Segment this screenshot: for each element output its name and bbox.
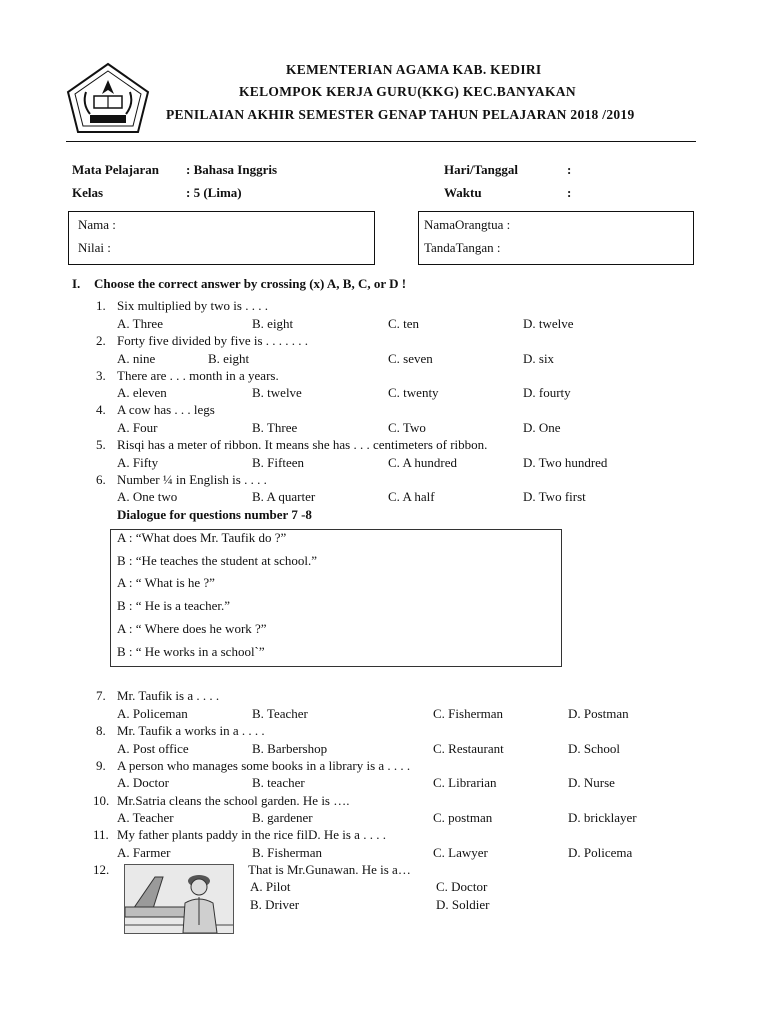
waktu-label: Waktu [444, 185, 482, 200]
q3-option-c: C. twenty [388, 385, 439, 400]
section-number: I. [72, 276, 81, 291]
q10-option-c: C. postman [433, 810, 493, 825]
nama-field: Nama : [78, 217, 116, 232]
q1-option-c: C. ten [388, 316, 420, 331]
q2-option-b: B. eight [208, 351, 250, 366]
q7-number: 7. [96, 688, 106, 703]
q9-option-a: A. Doctor [117, 775, 169, 790]
q6-option-d: D. Two first [523, 489, 586, 504]
q12-option-b: B. Driver [250, 897, 300, 912]
q4-option-b: B. Three [252, 420, 298, 435]
kelas-value: : 5 (Lima) [186, 185, 242, 200]
kelas-label: Kelas [72, 185, 104, 200]
q5-number: 5. [96, 437, 106, 452]
q12-option-c: C. Doctor [436, 879, 488, 894]
q10-number: 10. [93, 793, 110, 808]
emblem-icon [64, 62, 152, 134]
waktu-value: : [567, 185, 572, 200]
q1-option-b: B. eight [252, 316, 294, 331]
dialogue-line-2: B : “He teaches the student at school.” [117, 553, 317, 568]
q6-number: 6. [96, 472, 106, 487]
q7-option-d: D. Postman [568, 706, 629, 721]
q8-option-c: C. Restaurant [433, 741, 504, 756]
q11-option-c: C. Lawyer [433, 845, 488, 860]
q10-option-b: B. gardener [252, 810, 313, 825]
q8-number: 8. [96, 723, 106, 738]
q8-option-d: D. School [568, 741, 620, 756]
q9-number: 9. [96, 758, 106, 773]
dialogue-line-5: A : “ Where does he work ?” [117, 621, 267, 636]
q5-option-d: D. Two hundred [523, 455, 608, 470]
q11-number: 11. [93, 827, 109, 842]
mapel-value: : Bahasa Inggris [186, 162, 278, 177]
q11-option-d: D. Policema [568, 845, 633, 860]
q1-option-d: D. twelve [523, 316, 574, 331]
q9-option-d: D. Nurse [568, 775, 615, 790]
q7-option-c: C. Fisherman [433, 706, 504, 721]
q3-option-d: D. fourty [523, 385, 571, 400]
q3-number: 3. [96, 368, 106, 383]
q7-text: Mr. Taufik is a . . . . [117, 688, 220, 703]
mapel-label: Mata Pelajaran [72, 162, 160, 177]
dialogue-line-3: A : “ What is he ?” [117, 575, 215, 590]
pilot-icon [125, 865, 233, 933]
q12-number: 12. [93, 862, 110, 877]
header-line-2: KELOMPOK KERJA GURU(KKG) KEC.BANYAKAN [239, 84, 576, 99]
q3-text: There are . . . month in a years. [117, 368, 279, 383]
q12-option-a: A. Pilot [250, 879, 291, 894]
q2-option-c: C. seven [388, 351, 433, 366]
q9-option-b: B. teacher [252, 775, 305, 790]
q9-option-c: C. Librarian [433, 775, 497, 790]
q6-option-b: B. A quarter [252, 489, 316, 504]
q10-option-a: A. Teacher [117, 810, 174, 825]
q8-option-b: B. Barbershop [252, 741, 328, 756]
q5-option-a: A. Fifty [117, 455, 159, 470]
q2-text: Forty five divided by five is . . . . . . . [117, 333, 309, 348]
q10-option-d: D. bricklayer [568, 810, 637, 825]
q8-text: Mr. Taufik a works in a . . . . [117, 723, 265, 738]
q4-option-a: A. Four [117, 420, 158, 435]
header-line-3: PENILAIAN AKHIR SEMESTER GENAP TAHUN PELAJARAN 2018 /2019 [166, 107, 635, 122]
q9-text: A person who manages some books in a library is a . . . . [117, 758, 411, 773]
q7-option-a: A. Policeman [117, 706, 188, 721]
q6-text: Number ¼ in English is . . . . [117, 472, 267, 487]
q1-option-a: A. Three [117, 316, 163, 331]
q4-option-c: C. Two [388, 420, 426, 435]
hari-label: Hari/Tanggal [444, 162, 518, 177]
dialogue-line-6: B : “ He works in a school`” [117, 644, 265, 659]
section-instruction: Choose the correct answer by crossing (x) A, B, C, or D ! [94, 276, 407, 291]
q12-text: That is Mr.Gunawan. He is a… [248, 862, 411, 877]
q4-number: 4. [96, 402, 106, 417]
q7-option-b: B. Teacher [252, 706, 308, 721]
pilot-picture [124, 864, 234, 934]
q12-option-d: D. Soldier [436, 897, 490, 912]
q2-option-a: A. nine [117, 351, 156, 366]
q2-option-d: D. six [523, 351, 555, 366]
header-divider [66, 141, 696, 142]
orangtua-field: NamaOrangtua : [424, 217, 511, 232]
q11-option-a: A. Farmer [117, 845, 171, 860]
dialogue-line-4: B : “ He is a teacher.” [117, 598, 230, 613]
q6-option-c: C. A half [388, 489, 435, 504]
q4-option-d: D. One [523, 420, 561, 435]
q5-option-b: B. Fifteen [252, 455, 304, 470]
header-line-1: KEMENTERIAN AGAMA KAB. KEDIRI [286, 62, 542, 77]
q11-text: My father plants paddy in the rice filD. He is a . . . . [117, 827, 386, 842]
hari-value: : [567, 162, 572, 177]
q4-text: A cow has . . . legs [117, 402, 215, 417]
q3-option-a: A. eleven [117, 385, 167, 400]
dialogue-title: Dialogue for questions number 7 -8 [117, 507, 312, 522]
q3-option-b: B. twelve [252, 385, 302, 400]
q11-option-b: B. Fisherman [252, 845, 323, 860]
q1-number: 1. [96, 298, 106, 313]
q6-option-a: A. One two [117, 489, 178, 504]
q2-number: 2. [96, 333, 106, 348]
q5-option-c: C. A hundred [388, 455, 457, 470]
q5-text: Risqi has a meter of ribbon. It means she has . . . centimeters of ribbon. [117, 437, 488, 452]
tanda-tangan-field: TandaTangan : [424, 240, 501, 255]
header-logo [64, 62, 152, 134]
q8-option-a: A. Post office [117, 741, 189, 756]
q1-text: Six multiplied by two is . . . . [117, 298, 268, 313]
dialogue-line-1: A : “What does Mr. Taufik do ?” [117, 530, 287, 545]
q10-text: Mr.Satria cleans the school garden. He is …. [117, 793, 350, 808]
nilai-field: Nilai : [78, 240, 111, 255]
